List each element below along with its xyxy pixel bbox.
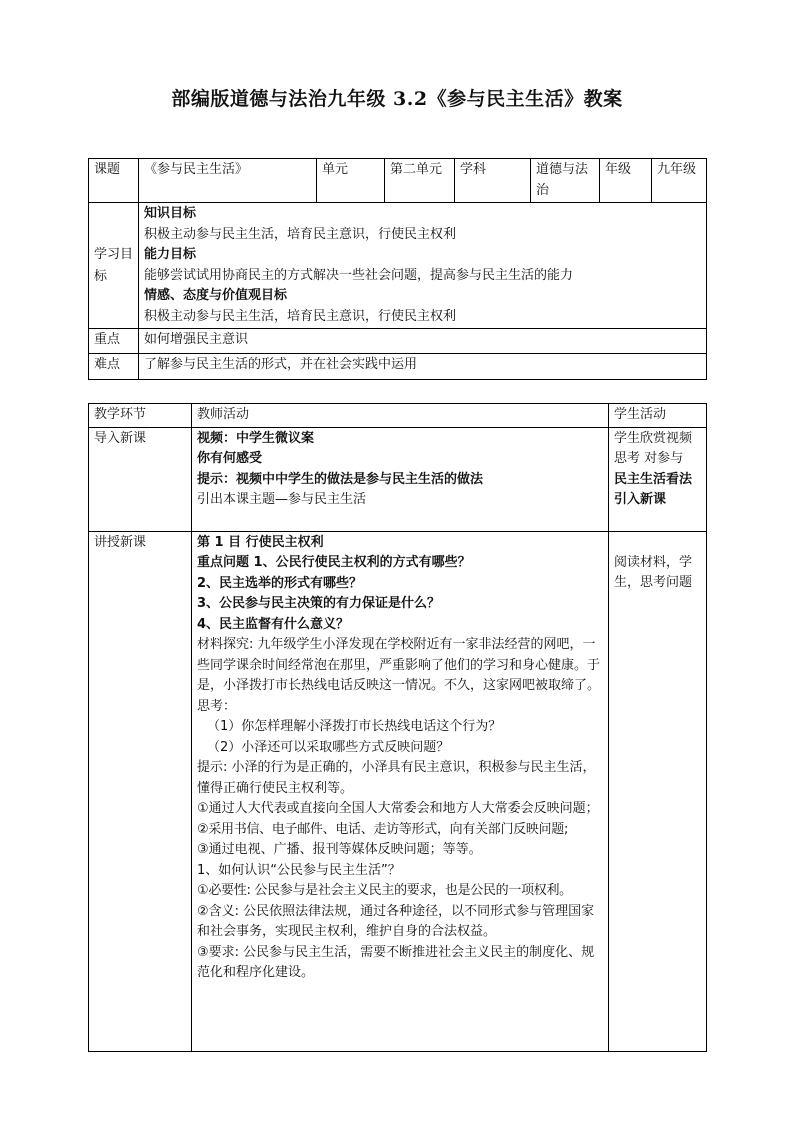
- goal-text-knowledge: 积极主动参与民主生活，培育民主意识，行使民主权利: [144, 226, 457, 242]
- point-necessity: ①必要性: 公民参与是社会主义民主的要求，也是公民的一项权利。: [197, 883, 572, 898]
- unit-label: 单元: [317, 159, 385, 203]
- lesson-info-table: [88, 158, 707, 380]
- unit-value: 第二单元: [385, 159, 455, 203]
- intro-student-activity: [609, 427, 707, 531]
- intro-line-video: 视频：中学生微议案: [197, 430, 315, 446]
- topic-label: 课题: [89, 159, 139, 203]
- subject-value: 道德与法治: [531, 159, 600, 203]
- intro-student-line-4: 引入新课: [614, 492, 667, 507]
- goal-heading-knowledge: 知识目标: [144, 206, 197, 221]
- teach-teacher-activity: [192, 531, 609, 1051]
- way-1: ①通过人大代表或直接向全国人大常委会和地方人大常委会反映问题；: [197, 801, 599, 816]
- question-3: 3、公民参与民主决策的有力保证是什么？: [197, 596, 441, 611]
- intro-stage: 导入新课: [89, 427, 192, 531]
- understand-question: 1、如何认识“公民参与民主生活”？: [197, 862, 401, 878]
- way-2: ②采用书信、电子邮件、电话、走访等形式，向有关部门反映问题;: [197, 821, 569, 837]
- goals-label: 学习目标: [89, 203, 139, 329]
- teaching-process-table: [88, 403, 707, 1052]
- difficulty-value: 了解参与民主生活的形式，并在社会实践中运用: [139, 354, 707, 380]
- intro-line-topic: 引出本课主题—参与民主生活: [197, 492, 367, 507]
- hint-text: 提示: 小泽的行为是正确的，小泽具有民主意识，积极参与民主生活，懂得正确行使民主权利等。: [197, 760, 596, 796]
- header-student: 学生活动: [609, 404, 707, 428]
- difficulty-label: 难点: [89, 354, 139, 380]
- goal-text-attitude: 积极主动参与民主生活，培育民主意识，行使民主权利: [144, 308, 457, 324]
- think-item-1: （1）你怎样理解小泽拨打市长热线电话这个行为？: [207, 719, 502, 734]
- key-label: 重点: [89, 329, 139, 354]
- question-4: 4、民主监督有什么意义？: [197, 616, 350, 632]
- topic-value: 《参与民主生活》: [139, 159, 317, 203]
- header-stage: 教学环节: [89, 404, 192, 428]
- think-item-2: （2）小泽还可以采取哪些方式反映问题？: [207, 739, 450, 755]
- subject-label: 学科: [455, 159, 531, 203]
- intro-line-feeling: 你有何感受: [197, 451, 263, 466]
- goal-heading-ability: 能力目标: [144, 247, 197, 262]
- teach-student-text: 阅读材料，学生，思考问题: [614, 554, 693, 590]
- intro-student-line-1: 学生欣赏视频: [614, 430, 693, 446]
- question-1: 重点问题 1、公民行使民主权利的方式有哪些？: [197, 555, 471, 570]
- think-label: 思考：: [197, 698, 237, 714]
- intro-line-hint: 提示：视频中中学生的做法是参与民主生活的做法: [197, 471, 484, 487]
- teach-student-activity: [609, 531, 707, 1051]
- material-text: 材料探究: 九年级学生小泽发现在学校附近有一家非法经营的网吧，一些同学课余时间经常泡在那里，严重影响了他们的学习和身心健康。于是，小泽拨打市长热线电话反映这一情况。不久，这家网吧被取缔了。: [197, 637, 601, 693]
- intro-student-line-2: 思考 对参与: [614, 451, 684, 466]
- document-title: 部编版道德与法治九年级 3.2《参与民主生活》教案: [171, 88, 623, 110]
- way-3: ③通过电视、广播、报刊等媒体反映问题；等等。: [197, 842, 482, 857]
- question-2: 2、民主选举的形式有哪些？: [197, 575, 363, 591]
- intro-teacher-activity: [192, 427, 609, 531]
- key-value: 如何增强民主意识: [139, 329, 707, 354]
- section-heading: 第 1 目 行使民主权利: [197, 534, 324, 550]
- grade-value: 九年级: [652, 159, 707, 203]
- teach-stage: 讲授新课: [89, 531, 192, 1051]
- grade-label: 年级: [600, 159, 652, 203]
- goal-heading-attitude: 情感、态度与价值观目标: [144, 288, 288, 303]
- intro-student-line-3: 民主生活看法: [614, 471, 693, 487]
- point-requirement: ③要求: 公民参与民主生活，需要不断推进社会主义民主的制度化、规范化和程序化建设。: [197, 944, 595, 980]
- header-teacher: 教师活动: [192, 404, 609, 428]
- goals-content: [139, 203, 707, 329]
- goal-text-ability: 能够尝试试用协商民主的方式解决一些社会问题，提高参与民主生活的能力: [144, 267, 574, 283]
- point-meaning: ②含义: 公民依照法律法规，通过各种途径，以不同形式参与管理国家和社会事务，实现民主权利，维护自身的合法权益。: [197, 903, 595, 939]
